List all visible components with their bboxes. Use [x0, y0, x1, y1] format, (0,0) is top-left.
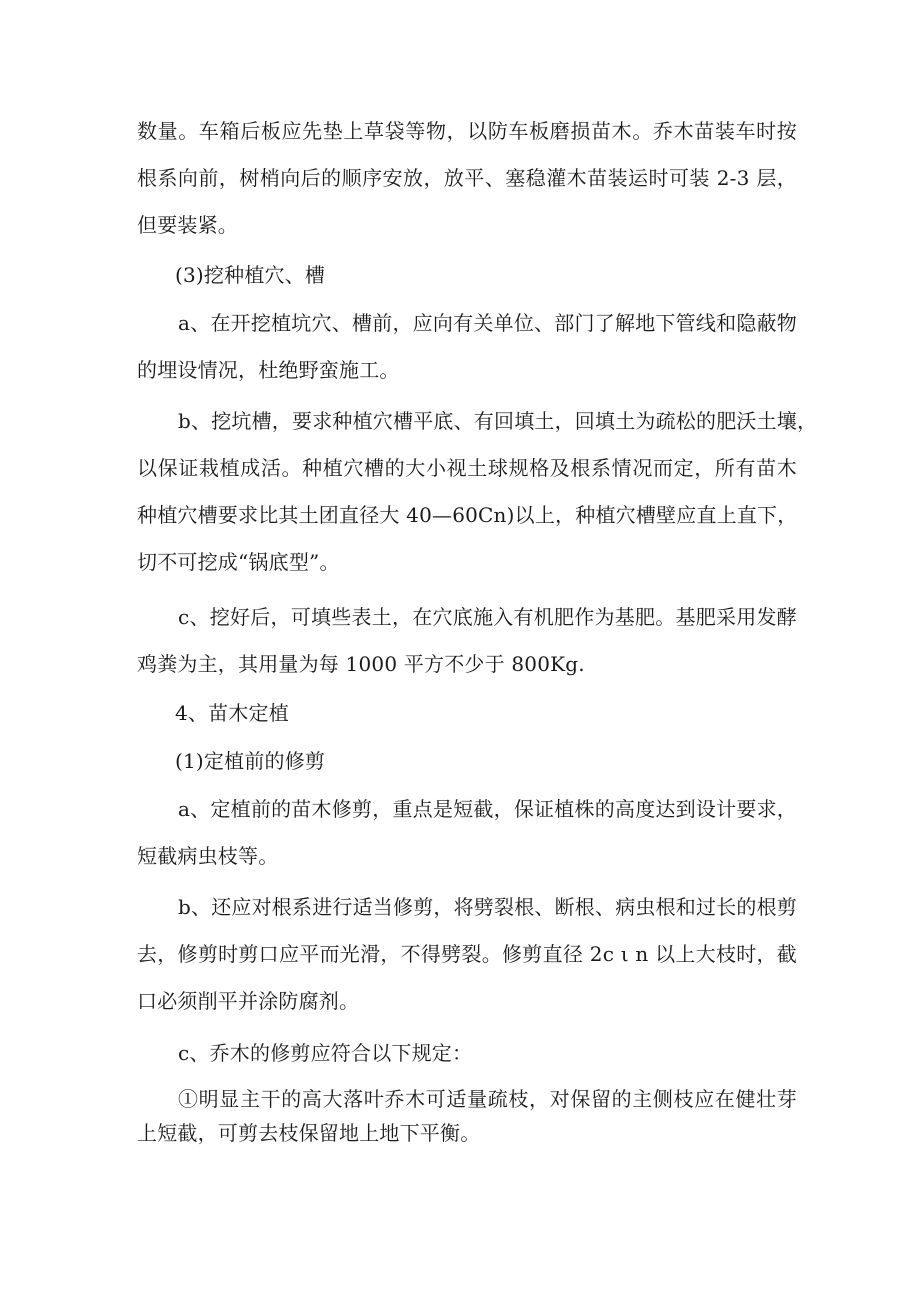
text-line: c、挖好后，可填些表土，在穴底施入有机肥作为基肥。基肥采用发酵	[178, 605, 797, 629]
paragraph-dig-c	[137, 594, 797, 688]
text-line: a、在开挖植坑穴、槽前，应向有关单位、部门了解地下管线和隐蔽物	[178, 311, 797, 335]
heading-text: (3)挖种植穴、槽	[175, 263, 326, 287]
text-line: b、挖坑槽，要求种植穴槽平底、有回填土，回填土为疏松的肥沃土壤，	[178, 409, 818, 433]
text-line: a、定植前的苗木修剪，重点是短截，保证植株的高度达到设计要求，	[178, 797, 797, 821]
text-line: 上短截，可剪去枝保留地上地下平衡。	[137, 1121, 481, 1145]
paragraph-transport	[137, 108, 797, 249]
section-heading-pruning	[175, 738, 835, 785]
paragraph-prune-b	[137, 884, 797, 1025]
paragraph-prune-a	[137, 786, 797, 880]
paragraph-prune-rule-1	[137, 1082, 797, 1150]
text-line: 切不可挖成“锅底型”。	[137, 550, 340, 574]
text-line: c、乔木的修剪应符合以下规定：	[178, 1041, 473, 1065]
text-line: 鸡粪为主，其用量为每 1000 平方不少于 800Kg.	[137, 652, 585, 676]
paragraph-prune-c	[137, 1030, 797, 1077]
text-line: 的埋设情况，杜绝野蛮施工。	[137, 358, 400, 382]
text-line: 但要装紧。	[137, 213, 238, 237]
text-line: 去，修剪时剪口应平而光滑，不得劈裂。修剪直径 2c ι n 以上大枝时，截	[137, 942, 797, 966]
text-line: 数量。车箱后板应先垫上草袋等物，以防车板磨损苗木。乔木苗装车时按	[137, 119, 797, 143]
heading-text: 4、苗木定植	[175, 701, 289, 725]
text-line: b、还应对根系进行适当修剪，将劈裂根、断根、病虫根和过长的根剪	[178, 895, 798, 919]
text-line: 短截病虫枝等。	[137, 844, 279, 868]
text-line: 口必须削平并涂防腐剂。	[137, 989, 360, 1013]
text-line: 以保证栽植成活。种植穴槽的大小视土球规格及根系情况而定，所有苗木	[137, 456, 797, 480]
section-heading-dig-pits	[175, 252, 835, 299]
text-line: 种植穴槽要求比其土团直径大 40—60Cn)以上，种植穴槽壁应直上直下，	[137, 503, 798, 527]
text-line: 根系向前，树梢向后的顺序安放，放平、塞稳灌木苗装运时可装 2-3 层，	[137, 166, 797, 190]
heading-text: (1)定植前的修剪	[175, 749, 326, 773]
paragraph-dig-b	[137, 398, 818, 586]
paragraph-dig-a	[137, 300, 797, 394]
text-line: ①明显主干的高大落叶乔木可适量疏枝，对保留的主侧枝应在健壮芽	[178, 1087, 797, 1111]
section-heading-planting	[175, 690, 835, 737]
